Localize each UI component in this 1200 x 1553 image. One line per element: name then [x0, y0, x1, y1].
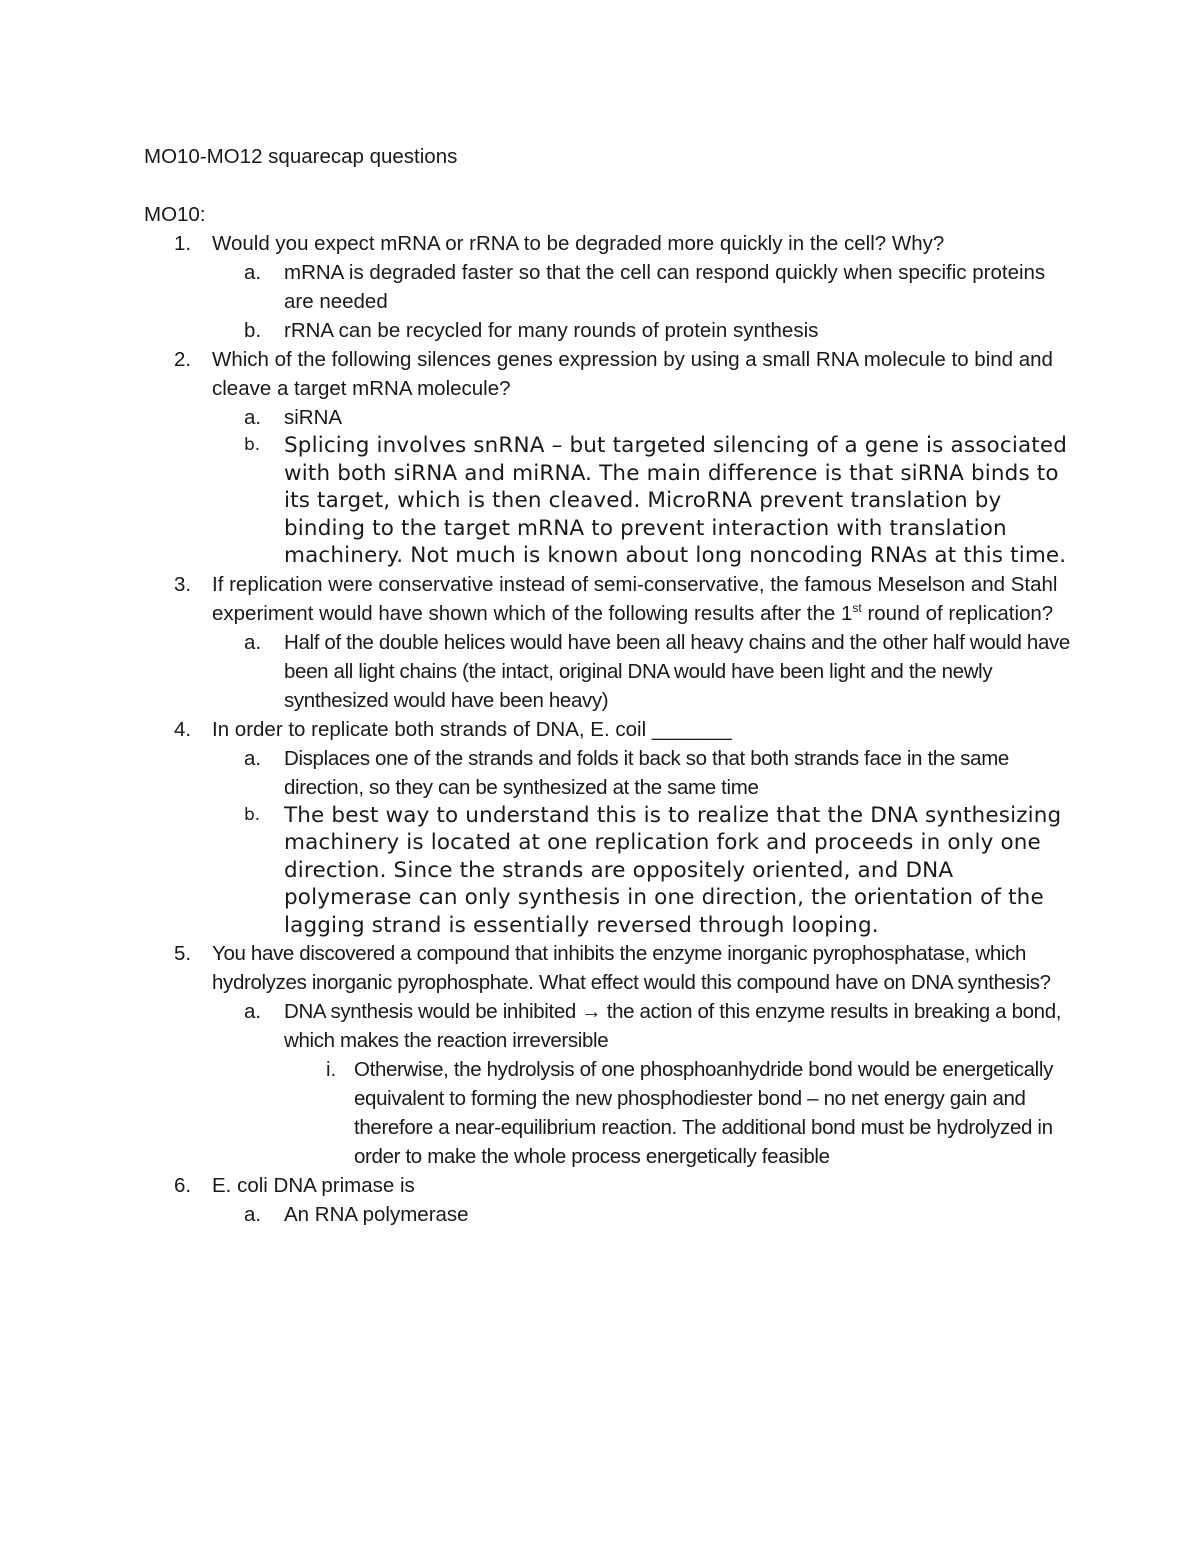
question-text: E. coli DNA primase is [212, 1174, 415, 1197]
answer-letter: a. [244, 1000, 262, 1023]
document-title: MO10-MO12 squarecap questions [144, 145, 458, 168]
answer-letter: b. [244, 319, 262, 342]
answer-letter: a. [244, 261, 262, 284]
answer-text: siRNA [284, 406, 343, 429]
answer-letter: a. [244, 746, 262, 770]
answer-item [212, 628, 1074, 715]
answer-text: mRNA is degraded faster so that the cell can respond quickly when specific proteins are needed [284, 261, 1046, 313]
answer-text: The best way to understand this is to realize that the DNA synthesizing machinery is located at one replication fork and proceeds in only one direction. Since the strands are oppositely oriented, and DNA polymerase can only synthesis in one direction, the orientation of the lagging strand is essentially reversed through looping. [284, 802, 1062, 938]
answer-letter: a. [244, 406, 262, 429]
sub-answer-item [284, 1055, 1074, 1171]
answer-list [212, 1200, 1074, 1229]
question-text: In order to replicate both strands of DNA, E. coil _______ [212, 717, 732, 741]
answer-letter: a. [244, 630, 262, 654]
answer-letter: a. [244, 1203, 262, 1226]
question-text: Would you expect mRNA or rRNA to be degraded more quickly in the cell? Why? [212, 232, 945, 255]
answer-text: DNA synthesis would be inhibited → the action of this enzyme results in breaking a bond, which makes the reaction irreversible [284, 1000, 1062, 1052]
answer-item [212, 802, 1074, 940]
answer-list [212, 997, 1074, 1171]
question-text: Which of the following silences genes expression by using a small RNA molecule to bind and cleave a target mRNA molecule? [212, 348, 1053, 400]
answer-text: Splicing involves snRNA – but targeted silencing of a gene is associated with both siRNA and miRNA. The main difference is that siRNA binds to its target, which is then cleaved. MicroRNA prevent translation by binding to the target mRNA to prevent interaction with translation machinery. Not much is known about long noncoding RNAs at this time. [284, 433, 1068, 568]
question-number: 3. [174, 572, 192, 596]
question-item [144, 1171, 1074, 1229]
answer-item [212, 744, 1074, 802]
answer-text: An RNA polymerase [284, 1203, 469, 1226]
question-item [144, 345, 1074, 570]
answer-item [212, 1200, 1074, 1229]
question-text-part: round of replication? [861, 601, 1054, 625]
answer-text: rRNA can be recycled for many rounds of protein synthesis [284, 319, 819, 342]
question-number: 4. [174, 717, 192, 741]
question-text [212, 570, 1074, 628]
document-body [144, 142, 1074, 1229]
answer-list [212, 403, 1074, 570]
section-heading: MO10: [144, 203, 206, 226]
answer-list [212, 258, 1074, 345]
question-number: 2. [174, 348, 192, 371]
question-number: 1. [174, 232, 192, 255]
answer-item [212, 432, 1074, 570]
question-item [144, 939, 1074, 1171]
question-number: 6. [174, 1174, 192, 1197]
question-list [144, 229, 1074, 1229]
sub-answer-numeral: i. [326, 1058, 337, 1081]
ordinal-superscript: st [852, 600, 862, 615]
answer-letter: b. [244, 435, 261, 455]
sub-answer-list [284, 1055, 1074, 1171]
answer-text: Half of the double helices would have been all heavy chains and the other half would have been all light chains (the intact, original DNA would have been light and the newly synthesized would have been heavy) [284, 630, 1070, 712]
question-number: 5. [174, 942, 192, 965]
answer-item [212, 997, 1074, 1171]
answer-text: Displaces one of the strands and folds it back so that both strands face in the same direction, so they can be synthesized at the same time [284, 746, 1009, 799]
sub-answer-text: Otherwise, the hydrolysis of one phosphoanhydride bond would be energetically equivalent to forming the new phosphodiester bond – no net energy gain and therefore a near-equilibrium reaction. The additional bond must be hydrolyzed in order to make the whole process energetically feasible [354, 1058, 1053, 1168]
answer-letter: b. [244, 804, 261, 825]
answer-list [212, 744, 1074, 940]
question-item [144, 715, 1074, 940]
question-item [144, 229, 1074, 345]
question-item [144, 570, 1074, 715]
question-text: You have discovered a compound that inhibits the enzyme inorganic pyrophosphatase, which hydrolyzes inorganic pyrophosphate. What effect would this compound have on DNA synthesis? [212, 942, 1051, 994]
answer-list [212, 628, 1074, 715]
answer-item [212, 316, 1074, 345]
question-text-part: If replication were conservative instead of semi-conservative, the famous Meselson and Stahl experiment would have shown which of the following results after the 1 [212, 572, 1058, 625]
answer-item [212, 258, 1074, 316]
answer-item [212, 403, 1074, 432]
